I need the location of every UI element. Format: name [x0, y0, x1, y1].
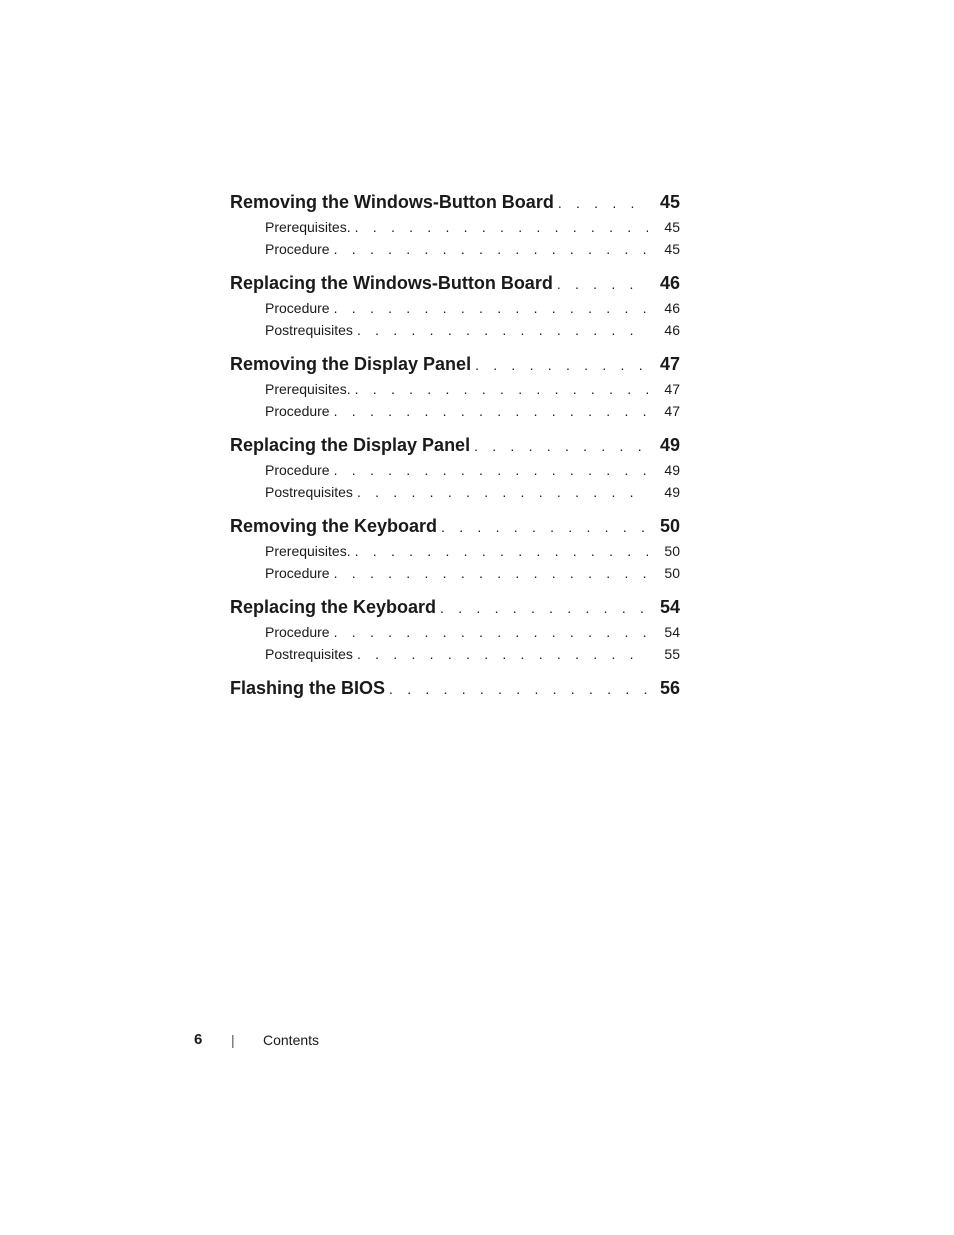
toc-subentry-title: Postrequisites — [265, 321, 353, 338]
footer-separator: | — [231, 1032, 235, 1048]
dot-leader — [330, 298, 648, 320]
toc-entry-title: Replacing the Keyboard — [230, 597, 437, 617]
dot-leader — [330, 239, 648, 261]
toc-subentry-page: 45 — [664, 219, 680, 235]
dot-leader — [385, 675, 648, 703]
dot-leader — [351, 541, 648, 563]
toc-subentry-page: 46 — [664, 321, 680, 338]
toc-entry[interactable] — [230, 674, 680, 703]
dot-leader — [330, 401, 648, 423]
toc-subentry[interactable] — [230, 563, 680, 585]
toc-subentry-title: Prerequisites. — [265, 219, 351, 235]
toc-subentry-title: Procedure — [265, 240, 330, 257]
toc-subentry-page: 50 — [664, 543, 680, 559]
dot-leader — [351, 379, 648, 401]
toc-subentry-title: Postrequisites — [265, 645, 353, 662]
toc-section — [230, 350, 680, 422]
dot-leader — [353, 482, 648, 504]
dot-leader — [330, 622, 648, 644]
toc-section — [230, 674, 680, 703]
toc-entry-page: 49 — [659, 435, 680, 455]
toc-entry-title: Replacing the Display Panel — [230, 435, 471, 455]
toc-subentry[interactable] — [230, 482, 680, 504]
toc-entry-page: 56 — [659, 678, 680, 698]
toc-subentry[interactable] — [230, 401, 680, 423]
toc-subentry-title: Prerequisites. — [265, 543, 351, 559]
toc-subentry[interactable] — [230, 320, 680, 342]
dot-leader — [437, 513, 648, 541]
toc-subentry-page: 47 — [664, 381, 680, 397]
dot-leader — [353, 644, 648, 666]
toc-subentry-title: Procedure — [265, 402, 330, 419]
toc-subentry-title: Procedure — [265, 564, 330, 581]
toc-entry-page: 50 — [659, 516, 680, 536]
toc-entry-page: 54 — [659, 597, 680, 617]
toc-entry-title: Removing the Display Panel — [230, 354, 472, 374]
toc-entry[interactable] — [230, 593, 680, 622]
dot-leader — [471, 351, 648, 379]
dot-leader — [436, 594, 648, 622]
toc-section — [230, 512, 680, 584]
toc-entry-title: Removing the Keyboard — [230, 516, 438, 536]
toc-subentry-page: 54 — [664, 624, 680, 640]
toc-entry-page: 47 — [659, 354, 680, 374]
toc-entry[interactable] — [230, 269, 680, 298]
toc-subentry-page: 47 — [664, 402, 680, 419]
toc-entry[interactable] — [230, 350, 680, 379]
toc-entry-page: 45 — [659, 192, 680, 212]
toc-subentry-title: Prerequisites. — [265, 381, 351, 397]
toc-subentry-page: 49 — [664, 483, 680, 500]
toc-subentry[interactable] — [230, 460, 680, 482]
toc-subentry-page: 45 — [664, 240, 680, 257]
dot-leader — [353, 320, 648, 342]
toc-subentry-page: 55 — [664, 645, 680, 662]
toc-subentry-title: Procedure — [265, 462, 330, 478]
toc-subentry[interactable] — [230, 541, 680, 563]
footer-section-label: Contents — [263, 1032, 320, 1048]
dot-leader — [553, 270, 648, 298]
dot-leader — [351, 217, 648, 239]
toc-entry-title: Replacing the Windows-Button Board — [230, 273, 553, 293]
toc-section — [230, 431, 680, 503]
toc-subentry[interactable] — [230, 622, 680, 644]
toc-subentry[interactable] — [230, 298, 680, 320]
toc-entry[interactable] — [230, 512, 680, 541]
toc-entry-page: 46 — [659, 273, 680, 293]
toc-entry-title: Removing the Windows-Button Board — [230, 192, 554, 212]
toc-subentry[interactable] — [230, 644, 680, 666]
dot-leader — [470, 432, 648, 460]
toc-subentry[interactable] — [230, 379, 680, 401]
toc-subentry-page: 50 — [664, 564, 680, 581]
dot-leader — [330, 563, 648, 585]
toc-section — [230, 593, 680, 665]
page-number: 6 — [194, 1031, 203, 1048]
toc-subentry-page: 46 — [664, 300, 680, 316]
toc-subentry-title: Procedure — [265, 624, 330, 640]
toc-entry[interactable] — [230, 188, 680, 217]
toc-subentry[interactable] — [230, 217, 680, 239]
table-of-contents — [230, 188, 680, 712]
toc-section — [230, 188, 680, 260]
toc-entry-title: Flashing the BIOS — [230, 678, 386, 698]
dot-leader — [554, 189, 648, 217]
dot-leader — [330, 460, 648, 482]
toc-subentry[interactable] — [230, 239, 680, 261]
toc-entry[interactable] — [230, 431, 680, 460]
toc-subentry-page: 49 — [664, 462, 680, 478]
toc-subentry-title: Postrequisites — [265, 483, 353, 500]
toc-section — [230, 269, 680, 341]
toc-subentry-title: Procedure — [265, 300, 330, 316]
